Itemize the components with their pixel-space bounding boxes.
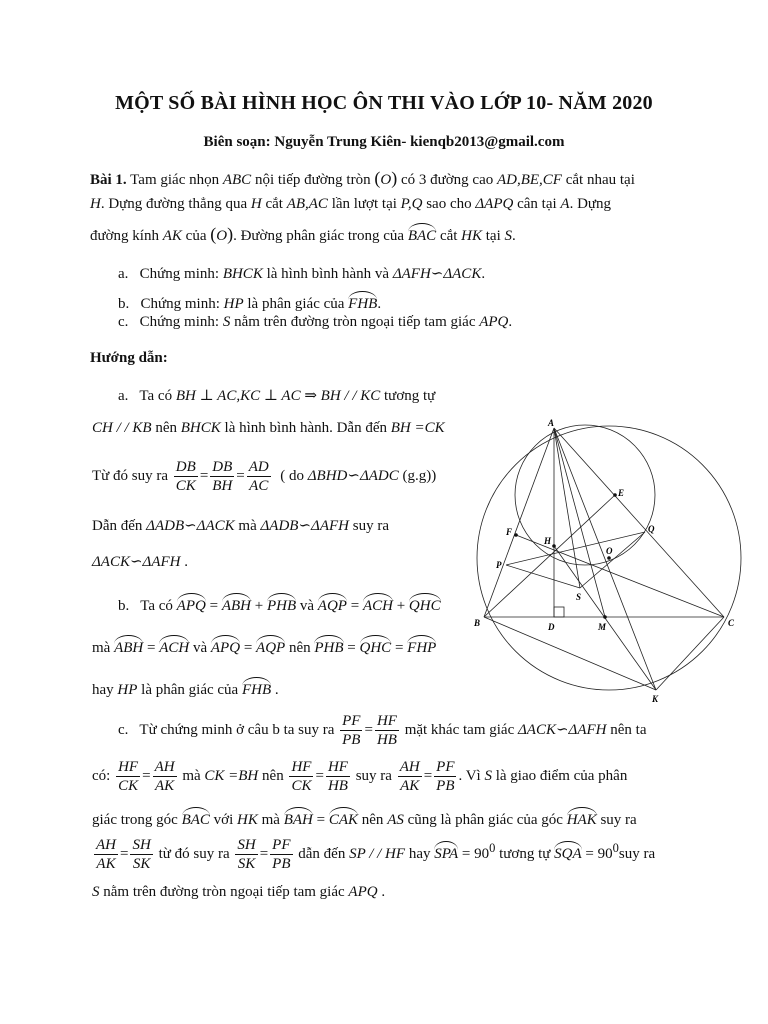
text: suy ra <box>618 845 656 862</box>
text: Từ chứng minh ở câu b ta suy ra <box>139 721 335 738</box>
text: Ta có <box>140 598 173 614</box>
guide-c-3: giác trong góc BAC với HK mà BAH = CAK nên AS cũng là phân giác của góc HAK suy ra <box>92 808 637 829</box>
text: từ đó suy ra <box>158 845 230 862</box>
guide-c-1: c. Từ chứng minh ở câu b ta suy ra $\frac{PF}{PB}$ = $\frac{HF}{HB}$ mặt khác tam giác ΔACK∽ΔAFH nên ta <box>118 713 647 748</box>
text: cắt <box>439 228 458 244</box>
diameter-ak <box>554 428 656 690</box>
text: . Vì <box>458 767 481 784</box>
guide-c-2: có: $\frac{HF}{CK}$ = $\frac{AH}{AK}$ mà CK =BH nên $\frac{HF}{CK}$ = $\frac{HF}{HB}$ suy ra $\frac{AH}{AK}$ = $\frac{PF}{PB}$ . Vì S là giao điểm của phân <box>92 759 628 794</box>
text: suy ra <box>355 767 392 784</box>
text: của <box>185 228 207 244</box>
label-c: C <box>728 618 735 628</box>
page-title: MỘT SỐ BÀI HÌNH HỌC ÔN THI VÀO LỚP 10- NĂM 2020 <box>115 92 653 114</box>
guide-b-1: b. Ta có APQ = ABH + PHB và AQP = ACH + QHC <box>118 594 441 615</box>
label-p: P <box>496 560 502 570</box>
label-s: S <box>576 592 582 602</box>
problem-line-3: đường kính AK của (O). Đường phân giác trong của BAC cắt HK tại S. <box>90 224 516 244</box>
text: giác trong góc <box>92 812 178 828</box>
text: nên <box>288 640 311 656</box>
text: nằm trên đường tròn ngoại tiếp tam giác <box>234 314 476 330</box>
label: c. <box>118 721 129 738</box>
text: ( do <box>280 467 304 484</box>
text: và <box>192 640 208 656</box>
text: mặt khác tam giác <box>404 721 515 738</box>
text: Chứng minh: <box>139 266 220 282</box>
author-line: Biên soạn: Nguyễn Trung Kiên- kienqb2013@gmail.com <box>203 134 565 150</box>
text: Chứng minh: <box>139 314 220 330</box>
label-a: A <box>548 418 555 428</box>
text: mà <box>238 518 257 534</box>
text: suy ra <box>352 518 389 534</box>
altitude-be <box>484 495 615 617</box>
label: a. <box>118 266 129 282</box>
text: cân tại <box>517 196 557 212</box>
text: tại <box>485 228 501 244</box>
label-o: O <box>606 546 613 556</box>
label-k: K <box>652 694 659 704</box>
problem-label: Bài 1. <box>90 172 127 188</box>
text: nội tiếp đường tròn <box>254 172 371 188</box>
text: . Dựng <box>569 196 612 212</box>
label: b. <box>118 296 130 312</box>
text: là phân giác của <box>141 682 239 698</box>
text: với <box>213 812 234 828</box>
geometry-figure <box>470 410 750 710</box>
text: có: <box>92 767 111 784</box>
text: là phân giác của <box>247 296 345 312</box>
text: là hình bình hành. Dẫn đến <box>224 420 387 436</box>
guide-heading: Hướng dẫn: <box>90 350 168 366</box>
text: (g.g)) <box>402 467 437 484</box>
text: có 3 đường cao <box>400 172 494 188</box>
guide-b-3: hay HP là phân giác của FHB . <box>92 678 279 699</box>
text: mà <box>182 767 201 784</box>
text: sao cho <box>426 196 472 212</box>
text: cắt <box>265 196 283 212</box>
problem-line-1: Bài 1. Tam giác nhọn ABC nội tiếp đường tròn (O) có 3 đường cao AD,BE,CF cắt nhau tại <box>90 168 635 188</box>
text: Dẫn đến <box>92 518 143 534</box>
guide-b-2: mà ABH = ACH và APQ = AQP nên PHB = QHC = FHP <box>92 636 436 657</box>
point-e <box>613 493 617 497</box>
text: nên <box>262 767 284 784</box>
text: hay <box>408 845 431 862</box>
text: . Dựng đường thẳng qua <box>100 196 248 212</box>
point-o <box>607 556 611 560</box>
guide-a-1: a. Ta có BH ⊥ AC,KC ⊥ AC ⇒ BH / / KC tương tự <box>118 388 436 404</box>
label: b. <box>118 598 130 614</box>
altitude-cf <box>516 535 724 617</box>
text: nằm trên đường tròn ngoại tiếp tam giác <box>103 884 345 900</box>
segment-ps <box>506 565 580 588</box>
text: cũng là phân giác của góc <box>407 812 563 828</box>
text: lần lượt tại <box>331 196 397 212</box>
guide-c-5: S nằm trên đường tròn ngoại tiếp tam giác APQ . <box>92 884 386 900</box>
label-f: F <box>506 527 513 537</box>
text: nên <box>155 420 178 436</box>
text: . Đường phân giác trong của <box>233 228 405 244</box>
text: Ta có <box>139 388 173 404</box>
guide-a-4: Dẫn đến ΔADB∽ΔACK mà ΔADB∽ΔAFH suy ra <box>92 518 389 534</box>
label-b: B <box>474 618 481 628</box>
question-a: a. Chứng minh: BHCK là hình bình hành và ΔAFH∽ΔACK. <box>118 266 486 282</box>
text: đường kính <box>90 228 159 244</box>
guide-a-3: Từ đó suy ra $\frac{DB}{CK}$ = $\frac{DB}{BH}$ = $\frac{AD}{AC}$ ( do ΔBHD∽ΔADC (g.g)) <box>92 459 437 494</box>
guide-a-5: ΔACK∽ΔAFH . <box>92 554 189 570</box>
text: mà <box>261 812 280 828</box>
label: a. <box>118 388 129 404</box>
label-e: E <box>618 488 625 498</box>
text: mà <box>92 640 111 656</box>
text: Tam giác nhọn <box>130 172 220 188</box>
text: Từ đó suy ra <box>92 467 169 484</box>
text: tương tự <box>499 845 551 862</box>
text: suy ra <box>600 812 637 828</box>
right-angle-mark <box>554 607 564 617</box>
point-m <box>603 615 607 619</box>
text: cắt nhau tại <box>565 172 635 188</box>
text: và <box>299 598 315 614</box>
problem-line-2: H. Dựng đường thẳng qua H cắt AB,AC lần lượt tại P,Q sao cho ΔAPQ cân tại A. Dựng <box>90 196 612 212</box>
side-ab <box>484 428 554 617</box>
text: là giao điểm của phân <box>495 767 628 784</box>
segment-ck <box>656 617 724 690</box>
text: nên ta <box>610 721 647 738</box>
guide-a-2: CH / / KB nên BHCK là hình bình hành. Dẫn đến BH =CK <box>92 420 445 436</box>
text: nên <box>361 812 384 828</box>
label-h: H <box>544 536 552 546</box>
text: tương tự <box>384 388 436 404</box>
label-m: M <box>598 622 607 632</box>
question-b: b. Chứng minh: HP là phân giác của FHB. <box>118 292 381 313</box>
label: c. <box>118 314 129 330</box>
text: dẫn đến <box>298 845 346 862</box>
text: là hình bình hành và <box>266 266 390 282</box>
point-h <box>552 544 556 548</box>
text: hay <box>92 682 114 698</box>
point-f <box>514 533 518 537</box>
text: Chứng minh: <box>140 296 220 312</box>
guide-c-4: $\frac{AH}{AK}$ = $\frac{SH}{SK}$ từ đó suy ra $\frac{SH}{SK}$ = $\frac{PF}{PB}$ dẫn đến SP / / HF hay SPA = $90^0$ tương tự SQA = $90^0suy$ ra <box>96 837 656 872</box>
label-d: D <box>548 622 555 632</box>
label-q: Q <box>648 524 655 534</box>
question-c: c. Chứng minh: S nằm trên đường tròn ngoại tiếp tam giác APQ. <box>118 314 513 330</box>
